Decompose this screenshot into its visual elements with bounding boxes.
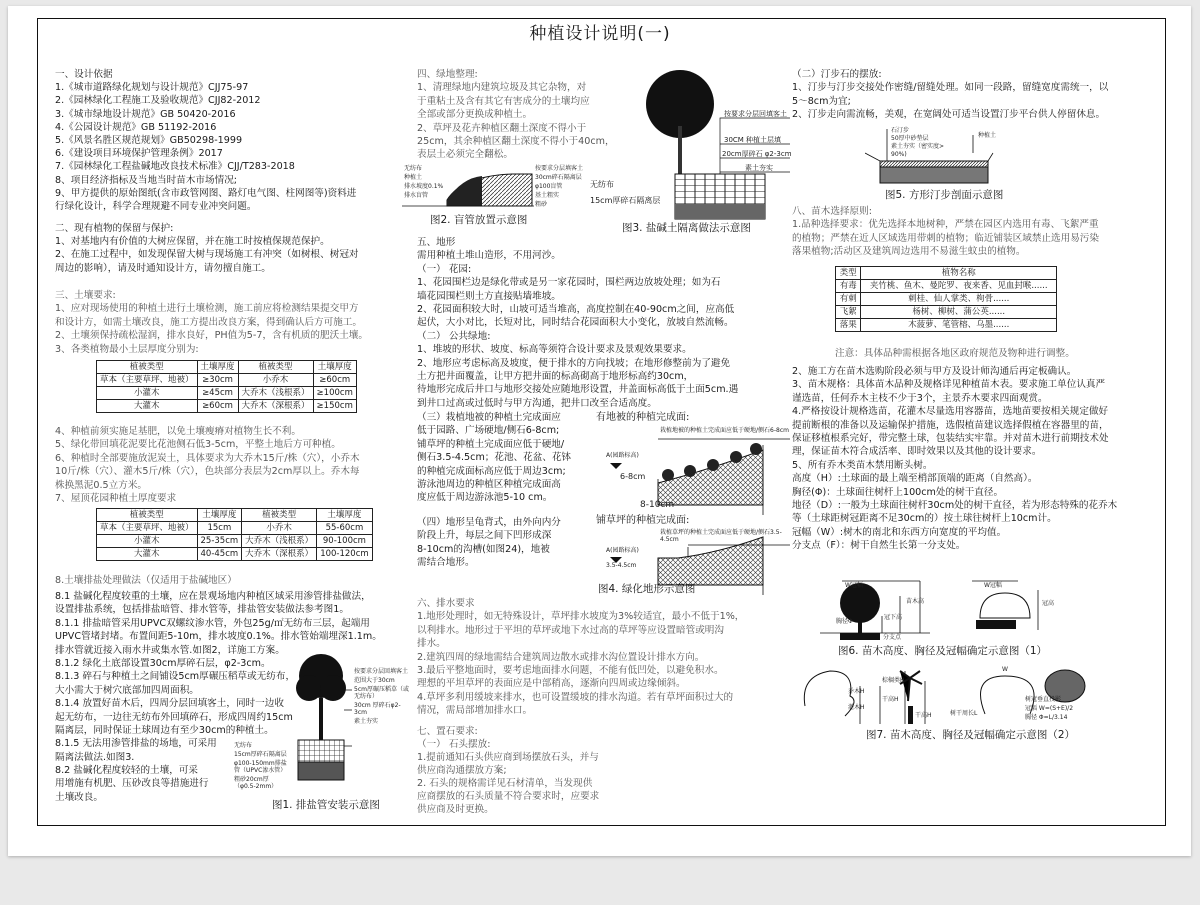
fig2-label: 排水坡度0.1% [404, 183, 444, 190]
text-line: 谨选苗，任何乔木主枝不少于3个，主景乔木要求四面观赏。 [792, 392, 1048, 404]
fig1-label: φ100-150mm排盐管（UPVC渗水管） [234, 760, 287, 774]
fig6-label: 冠高 [1042, 600, 1055, 607]
shrub-outline [980, 593, 1030, 618]
fig2-label: 排水盲管 [404, 192, 429, 199]
text-line: 1.《城市道路绿化规划与设计规范》CJJ75-97 [55, 82, 249, 94]
fig7-label: 乔木H [848, 688, 865, 695]
table-cell: 杨树、柳树、蒲公英...... [861, 306, 1057, 319]
text-line: 7、屋顶花园种植土厚度要求 [55, 492, 177, 504]
text-line: 排水。 [417, 638, 446, 650]
table-header-row [97, 361, 357, 374]
text-line: 2、花园面积较大时，山坡可适当堆高，高度控制在40-90cm之间，应高低 [417, 303, 735, 315]
text-line: 理，保证苗木符合成活率、即时效果以及其他的设计要求。 [792, 446, 1042, 458]
fig5-label: 50厚中砂垫层 [891, 135, 929, 142]
text-line: 土方把井面覆盖，让甲方把井面的标高砌高于地形标高约30cm， [417, 370, 694, 382]
fig1-label-stack-left [234, 742, 288, 792]
table-cell: 25-35cm [197, 535, 242, 548]
text-line: 8.1.5 无法用渗管排盐的场地，可采用 [55, 738, 217, 750]
table-cell: 落果 [836, 319, 861, 332]
text-line: 2、草坪及花卉种植区翻土深度不得小于 [417, 122, 587, 134]
fig4-title-lawn: 铺草坪的种植完成面: [596, 515, 690, 526]
fig4-note: 栽植草坪的种植土完成面应低于硬地/侧石3.5-4.5cm [660, 529, 782, 543]
section-soil-requirements [55, 289, 368, 356]
table-cell: 100-120cm [317, 548, 372, 561]
fig1-label: 粗砂20cm厚（φ0.5-2mm） [234, 776, 278, 790]
text-line: 全部或部分更换成种植土。 [417, 109, 533, 121]
text-line: 3、苗木规格：具体苗木品种及规格详见种植苗木表。要求施工单位认真严 [792, 379, 1106, 391]
table-row [836, 319, 1057, 332]
prohibited-plants-table [835, 266, 1057, 332]
fig7-label: 干高H [915, 712, 932, 719]
fig1-label: 30cm 厚碎石φ2-3cm [354, 702, 401, 716]
fig3-caption: 图3. 盐碱土隔离做法示意图 [622, 222, 751, 234]
section-terrain-4 [417, 516, 561, 570]
text-line: 分支点（F）：树干自然生长第一分支处。 [792, 540, 966, 552]
text-line: 的种植完成面标高应低于周边3cm; [417, 465, 566, 477]
table-cell: 大乔木（浅根系） [238, 387, 313, 400]
text-line: 以利排水。地形过于平坦的草坪或地下水过高的草坪等应设置暗管或明沟 [417, 624, 724, 636]
table-row [836, 293, 1057, 306]
table-cell: 草本（主要草坪、地被） [97, 374, 198, 387]
text-line: 1、应对现场使用的种植土进行土壤检测，施工前应将检测结果提交甲方 [55, 303, 359, 315]
fig2-label: 30cm碎石隔离层 [535, 174, 582, 181]
table-cell: 土壤厚度 [317, 509, 372, 522]
fig4-title-groundcover: 有地被的种植完成面: [596, 412, 690, 423]
table-cell: ≥45cm [197, 387, 238, 400]
text-line: 低于园路、广场硬地/侧石6-8cm; [417, 425, 560, 437]
text-line: 8、项目经济指标及当地当时苗木市场情况; [55, 174, 238, 186]
table-cell: 90-100cm [317, 535, 372, 548]
table-row [97, 535, 373, 548]
roof-garden-soil-table [96, 508, 373, 561]
text-line: 地径（D）:一般为土球面往树杆30cm处的树干直径，若为形态特殊的花乔木 [792, 499, 1118, 511]
sand-base [880, 167, 988, 183]
table-cell: 植被类型 [238, 361, 313, 374]
lawn-slope [658, 537, 763, 585]
text-line: 四、绿地整理: [417, 69, 478, 80]
table-cell: 55-60cm [317, 522, 372, 535]
text-line: （一） 石头摆放: [417, 739, 491, 750]
text-line: 需用种植土堆山造形，不用河沙。 [417, 250, 561, 262]
salt-drainage-heading [55, 574, 237, 587]
fig7-label: W [1002, 666, 1008, 673]
text-line: 株换黑泥0.5立方米。 [55, 479, 148, 491]
fig3-label: 30CM 种植土层填 [724, 136, 782, 144]
text-line: 排水管就近接入雨水井或集水管.如图2，详施工方案。 [55, 644, 285, 656]
fig2-label: 粗砂 [535, 201, 548, 208]
fig4-terrain-diagram [598, 425, 790, 595]
fig2-label: 种植土 [404, 174, 423, 181]
table-row [836, 280, 1057, 293]
text-line: （三）栽植地被的种植土完成面应 [417, 412, 561, 423]
fig2-label: φ100盲管 [535, 183, 563, 190]
text-line: 5～8cm为宜; [792, 95, 851, 107]
text-line: 八、苗木选择原则: [792, 206, 872, 217]
section-plant-protection [55, 222, 359, 275]
fig1-label-stack-right [354, 668, 412, 727]
fig6-label: W冠幅 [845, 582, 863, 589]
section-greenland-prep [417, 68, 615, 162]
fig2-label: 按要求分层填客土 [535, 165, 584, 172]
text-line: 8.1.1 排盐暗管采用UPVC双螺纹渗水管，外包25g/㎡无纺布三层，起端用 [55, 617, 370, 629]
text-line: 5.《风景名胜区规范规划》GB50298-1999 [55, 134, 243, 146]
table-cell: 植被类型 [97, 361, 198, 374]
fig4-mark: A(园路标高) [606, 547, 639, 554]
text-line: 8-10cm的沟槽(如图24)，地被 [417, 543, 550, 555]
section-terrain-3 [417, 411, 571, 505]
text-line: 供应商沟通摆放方案; [417, 765, 507, 776]
table-cell: ≥100cm [313, 387, 356, 400]
text-line: 1.提前通知石头供应商到场摆放石头，并与 [417, 752, 599, 763]
text-line: 10斤/株（穴）、灌木5斤/株（穴），色块部分表层为2cm厚以上。乔木每 [55, 466, 360, 478]
text-line: 隔离法做法.如图3. [55, 751, 135, 763]
fig4-dim: 3.5-4.5cm [606, 562, 637, 569]
text-line: 铺草坪的种植土完成面应低于硬地/ [417, 438, 565, 450]
text-line: 提前断根的准备以及运输保护措施，选假植苗建议选择假植在容器里的苗， [792, 419, 1109, 431]
fig6-label: W冠幅 [984, 582, 1002, 589]
text-line: 设置排盐系统，包括排盐暗管、排水管等，排盐管安装做法参考图1。 [55, 604, 349, 616]
text-line: 8.1.4 放置好苗木后，四周分层回填客土，同时一边收 [55, 698, 284, 710]
table-cell: 大灌木 [97, 548, 198, 561]
table-cell: 小乔木 [238, 374, 313, 387]
table-cell: 土壤厚度 [197, 509, 242, 522]
table-header-row [836, 267, 1057, 280]
table-cell: 小乔木 [242, 522, 317, 535]
text-line: 等（土球距树冠距离不足30cm的）按土球往树杆上10cm计。 [792, 513, 1057, 525]
fig5-label: 种植土 [978, 132, 997, 139]
text-line: （一） 花园: [417, 263, 472, 275]
text-line: 2.《园林绿化工程施工及验收规范》CJJ82-2012 [55, 95, 261, 107]
text-line: 2.建筑四周的绿地需结合建筑周边散水或排水沟位置设计排水方向。 [417, 651, 705, 663]
section-plant-selection [792, 205, 1099, 259]
table-cell: 大乔木（深根系） [238, 400, 313, 413]
text-line: （四）地形呈龟背式，由外向内分 [417, 517, 561, 528]
fig3-label: 按要求分层回填客土 [724, 110, 787, 118]
text-line: 阶段上升，每层之间下凹形成深 [417, 530, 552, 542]
text-line: 9、甲方提供的原始图纸(含市政管网图、路灯电气图、柱网图等)资料进 [55, 187, 357, 199]
fig7-label: 冠幅 W=(S+E)/2 [1025, 705, 1074, 712]
fig6-label: 胸径Φ [836, 618, 853, 625]
fig7-label: 干高H [882, 696, 899, 703]
text-line: 2、土壤须保持疏松湿润，排水良好，PH值为5-7，含有机质的肥沃土壤。 [55, 330, 368, 342]
table-cell: 植物名称 [861, 267, 1057, 280]
fig2-caption: 图2. 盲管放置示意图 [430, 214, 528, 226]
text-line: 供应商及时更换。 [417, 804, 494, 815]
fig4-note: 栽植地被的种植土完成面应低于硬地/侧石6-8cm [660, 427, 789, 434]
fig2-label: 基土粗实 [535, 192, 560, 199]
section-stone-placement [417, 725, 599, 816]
fig1-caption: 图1. 排盐管安装示意图 [272, 799, 380, 811]
text-line: 1、对基地内有价值的大树应保留，并在施工时按植保规范保护。 [55, 236, 330, 248]
text-line: 墙花园围栏则土方直接贴墙堆坡。 [417, 290, 561, 302]
text-line: 4.严格按设计规格选苗，花灌木尽量选用容器苗，选地苗要按相关规定做好 [792, 406, 1109, 418]
fig5-label: 素土夯实（密实度> [891, 143, 945, 150]
soil-thickness-table [96, 360, 357, 413]
text-line: 1.地形处理时，如无特殊设计，草坪排水坡度为3%较适宜，最小不低于1%， [417, 611, 745, 623]
table-cell: ≥150cm [313, 400, 356, 413]
table-cell: 土壤厚度 [313, 361, 356, 374]
page-title: 种植设计说明(一) [529, 24, 671, 44]
text-line: 七、置石要求: [417, 726, 478, 737]
fig1-label: 范围大于30cm [354, 677, 395, 684]
fig1-label: 5cm厚碾压稻草（或无纺布） [354, 686, 409, 700]
text-line: 需结合地形。 [417, 557, 475, 569]
text-line: 一、设计依据 [55, 69, 113, 80]
text-line: 8.1.3 碎石与种植土之间铺设5cm厚碾压稻草或无纺布， [55, 671, 296, 683]
table-cell: 植被类型 [242, 509, 317, 522]
table-cell: 大乔木（深根系） [242, 548, 317, 561]
table-cell: 小灌木 [97, 535, 198, 548]
text-line: 待地形完成后井口与地形交接处应随地形设置，井盖面标高低于土面5cm.遇 [417, 384, 739, 396]
table-cell: ≥60cm [313, 374, 356, 387]
text-line: 2. 石头的规格需详见石材清单，当发现供 [417, 778, 593, 789]
section-stepping-stones [792, 68, 1108, 122]
table-cell: ≥30cm [197, 374, 238, 387]
text-line: 周边的影响），请及时通知设计方，请勿擅自施工。 [55, 262, 271, 274]
fig3-label: 15cm厚碎石隔离层 [590, 196, 661, 205]
text-line: 1、花园围栏边是绿化带或是另一家花园时，围栏两边放坡处理；如为石 [417, 277, 721, 289]
table-cell: 40-45cm [197, 548, 242, 561]
fig6-label: 分支点 [883, 634, 902, 641]
table-row [97, 374, 357, 387]
text-line: 到井口过高或过低时与甲方沟通，把井口改至合适高度。 [417, 397, 657, 409]
text-line: 三、土壤要求: [55, 290, 116, 301]
text-line: 和设计方，如需土壤改良，施工方提出改良方案，得到确认后方可施工。 [55, 316, 362, 328]
text-line: 8.土壤排盐处理做法（仅适用于盐碱地区） [55, 575, 237, 586]
fig6-label: 苗木高 [906, 598, 925, 605]
soil-pit [298, 740, 344, 762]
fig1-label: 15cm厚碎石隔离层 [234, 751, 287, 758]
text-line: 7.《园林绿化工程盐碱地改良技术标准》CJJ/T283-2018 [55, 161, 295, 173]
text-line: 起伏，大小对比，长短对比，同时结合花园面积大小变化，放坡自然流畅。 [417, 317, 734, 329]
fig5-caption: 图5. 方形汀步剖面示意图 [885, 189, 1004, 201]
table-row [97, 387, 357, 400]
text-line: 隔离层，同时保证土球周边有至少30cm的种植土。 [55, 724, 274, 736]
text-line: 25cm，其余种植区翻土深度不得小于40cm， [417, 135, 615, 147]
table-cell: 植被类型 [97, 509, 198, 522]
text-line: 1、堆坡的形状、坡度、标高等须符合设计要求及景观效果要求。 [417, 344, 692, 356]
table-row [97, 522, 373, 535]
tree-trunk [319, 698, 323, 742]
text-line: 度应低于周边游泳池5-10 cm。 [417, 492, 553, 504]
table-cell: 土壤厚度 [197, 361, 238, 374]
table-cell: 大灌木 [97, 400, 198, 413]
text-line: 1、汀步与汀步交接处作密缝/留缝处理。如同一段路，留缝宽度需统一，以 [792, 82, 1109, 94]
text-line: 8.1 盐碱化程度较重的土壤，应在景观场地内种植区域采用渗管排盐做法， [55, 591, 371, 602]
text-line: UPVC管堵封堵。布置间距5-10m，排水坡度0.1%。排水管始端埋深1.1m。 [55, 631, 382, 643]
text-line: 情况，需局部增加排水口。 [417, 705, 533, 717]
text-line: 4.草坪多利用缓坡来排水，也可设置缓坡的排水沟道。若有草坪面积过大的 [417, 691, 734, 703]
text-line: 于重粘土及含有其它有害成分的土壤均应 [417, 95, 590, 107]
text-line: 用增施有机肥、压砂改良等措施进行 [55, 778, 209, 790]
fig1-label: 按要求分层回填客土 [354, 668, 409, 675]
fig1-label: 素土夯实 [354, 718, 379, 725]
text-line: 8.1.2 绿化土底部设置30cm厚碎石层，φ2-3cm。 [55, 657, 271, 669]
fig7-label: 树干周长L [950, 710, 978, 717]
text-line: 高度（H）:土球面的最上端至梢部顶端的距离（自然高）。 [792, 473, 1038, 485]
fig6-label: 冠下高 [884, 614, 903, 621]
text-line: 5、所有乔木类苗木禁用断头树。 [792, 459, 933, 471]
fig5-label: 石汀步 [891, 127, 910, 134]
table-cell: ≥60cm [197, 400, 238, 413]
tree-trunk [678, 126, 682, 178]
text-line: 1.品种选择要求：优先选择本地树种，严禁在园区内选用有毒、飞絮严重 [792, 219, 1099, 231]
fig3-label: 无纺布 [590, 180, 614, 189]
fig7-label: 树冠垂直投影 [1025, 696, 1062, 703]
text-line: 游泳池周边的种植区种植完成面高 [417, 478, 561, 490]
text-line: 2、施工方在苗木选购阶段必须与甲方及设计师沟通后再定板确认。 [792, 366, 1077, 377]
text-line: 6、种植时全部要施放泥炭土，具体要求为大乔木15斤/株（穴），小乔木 [55, 452, 360, 464]
text-line: 表层土必须完全翻松。 [417, 149, 513, 161]
table-cell: 刺桂、仙人掌类、枸骨...... [861, 293, 1057, 306]
section-plant-specs [792, 365, 1117, 552]
table-cell: 大乔木（浅根系） [242, 535, 317, 548]
table-header-row [97, 509, 373, 522]
text-line: 5、绿化带回填花泥要比花池侧石低3-5cm，平整土地后方可种植。 [55, 439, 341, 451]
text-line: 冠幅（W）:树木的南北和东西方向宽度的平均值。 [792, 526, 1007, 538]
note-text: 注意：具体品种需根据各地区政府规范及物种进行调整。 [835, 348, 1075, 359]
fig4-mark: A(园路标高) [606, 452, 639, 459]
text-line: 3、各类植物最小土层厚度分别为: [55, 343, 199, 355]
fig5-label: 90%) [891, 151, 907, 158]
section-drainage [417, 597, 744, 718]
text-line: 4.《公园设计规范》GB 51192-2016 [55, 121, 217, 133]
fig3-label: 20cm厚碎石 φ2-3cm [722, 150, 792, 158]
fig2-label: 无纺布 [404, 165, 423, 172]
fig7-label: 棕榈类H [882, 677, 905, 684]
table-cell: 有毒 [836, 280, 861, 293]
text-line: 1、清理绿地内建筑垃圾及其它杂物，对 [417, 82, 587, 94]
text-line: 8.2 盐碱化程度较轻的土壤，可采 [55, 765, 199, 777]
fig6-caption: 图6. 苗木高度、胸径及冠幅确定示意图（1） [838, 645, 1048, 657]
palm-icon [900, 671, 922, 701]
section-soil-requirements-2 [55, 425, 360, 505]
table-cell: 夹竹桃、鱼木、曼陀罗、夜来香、见血封喉...... [861, 280, 1057, 293]
text-line: 4、种植前须实施足基肥，以免土壤瘦瘠对植物生长不利。 [55, 426, 301, 437]
fig5-stepping-stone-diagram [865, 125, 995, 187]
text-line: （二） 公共绿地: [417, 330, 491, 342]
text-line: 落果植物;活动区及建筑周边选用不易滋生蚊虫的植物。 [792, 246, 1026, 258]
text-line: 胸径(Φ)：土球面往树杆上100cm处的树干直径。 [792, 486, 1004, 498]
table-row [97, 548, 373, 561]
text-line: 保证移植根系完好，带完整土球，包装结实牢靠。并对苗木进行前期技术处 [792, 432, 1109, 444]
text-line: 2、在施工过程中，如发现保留大树与现场施工有冲突（如树根、树冠对 [55, 249, 359, 261]
table-cell: 15cm [197, 522, 242, 535]
table-row [836, 306, 1057, 319]
text-line: 二、现有植物的保留与保护: [55, 223, 174, 234]
text-line: 五、地形 [417, 237, 456, 248]
fig7-label: 胸径 Φ=L/3.14 [1025, 714, 1068, 721]
fig3-label: 素土夯实 [745, 164, 773, 172]
table-row [97, 400, 357, 413]
fig4-dim: 6-8cm [620, 472, 646, 481]
table-cell: 小灌木 [97, 387, 198, 400]
text-line: 6.《建设项目环境保护管理条例》2017 [55, 148, 223, 160]
text-line: 行绿化设计，科学合理规避不同专业冲突问题。 [55, 200, 257, 212]
text-line: 3.《城市绿地设计规范》GB 50420-2016 [55, 108, 236, 120]
text-line: 2、地形应考虑标高及坡度，便于排水的方向找坡；在地形修整前为了避免 [417, 357, 731, 369]
text-line: 土壤改良。 [55, 791, 103, 803]
stone-layer [880, 161, 988, 167]
text-line: 侧石3.5-4.5cm；花池、花盆、花钵 [417, 452, 572, 464]
text-line: 3.最后平整地面时，要考虑地面排水问题，不能有低凹处，以避免积水。 [417, 664, 724, 676]
text-line: 2、汀步走向需流畅，美观，在宽阔处可适当设置汀步平台供人停留休息。 [792, 109, 1106, 121]
table-cell: 木菠萝、笔管榕、乌墨...... [861, 319, 1057, 332]
groundcover-slope [658, 450, 763, 505]
text-line: 的植物；严禁在近人区域选用带刺的植物；临近铺装区域禁止选用易污染 [792, 232, 1099, 244]
text-line: 应商摆放的石头质量不符合要求时，应要求 [417, 791, 600, 802]
table-cell: 有刺 [836, 293, 861, 306]
section-design-basis [55, 68, 356, 213]
text-line: 起无纺布，一边往无纺布外回填碎石，形成四周约15cm [55, 711, 293, 723]
fig4-caption: 图4. 绿化地形示意图 [598, 583, 696, 595]
table-cell: 类型 [836, 267, 861, 280]
fig1-label: 无纺布 [234, 742, 253, 749]
text-line: 理想的平坦草坪的表面应是中部稍高，逐渐向四周或边缘倾斜。 [417, 678, 686, 690]
section-terrain [417, 236, 738, 410]
fig4-dim: 8-10cm [640, 500, 675, 510]
fig1-salt-pipe-diagram [290, 650, 352, 796]
table-cell: 草本（主要草坪、地被） [97, 522, 198, 535]
text-line: 大小需大于树穴底部加四周面积。 [55, 684, 199, 696]
fig7-caption: 图7. 苗木高度、胸径及冠幅确定示意图（2） [866, 729, 1076, 741]
text-line: （二）汀步石的摆放: [792, 69, 882, 80]
text-line: 六、排水要求 [417, 598, 475, 609]
fig7-label: 灌木H [848, 704, 865, 711]
table-cell: 飞絮 [836, 306, 861, 319]
